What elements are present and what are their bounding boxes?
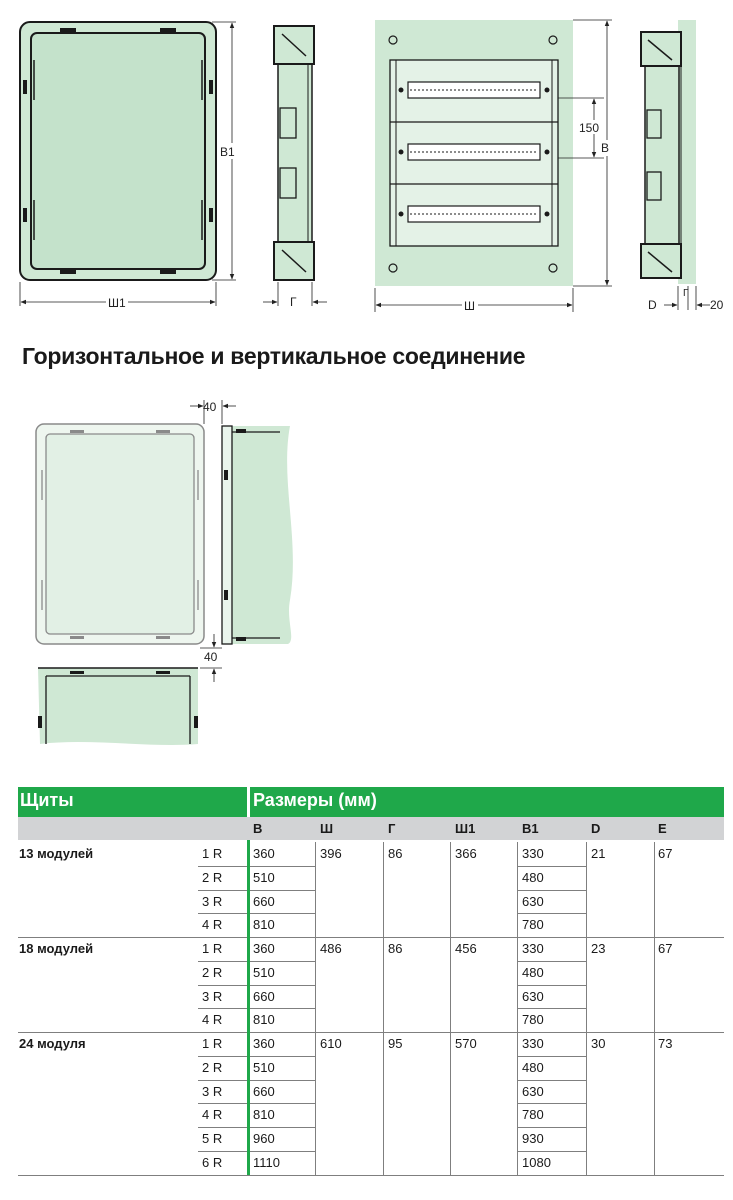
row-rule — [198, 913, 315, 914]
row-count: 6 R — [202, 1154, 223, 1170]
group-name: 18 модулей — [19, 941, 94, 956]
dim-label-b1: В1 — [220, 145, 235, 159]
col-header-d: D — [591, 821, 601, 836]
cell-v: 810 — [253, 1012, 275, 1028]
row-count: 1 R — [202, 1036, 223, 1051]
cell-v: 360 — [253, 846, 275, 861]
side-view-flush — [641, 20, 696, 284]
cell-b1: 630 — [522, 893, 544, 909]
row-rule — [517, 1008, 586, 1009]
column-rule — [517, 937, 518, 1032]
cell-v: 360 — [253, 941, 275, 956]
row-rule — [198, 1127, 315, 1128]
cell-v: 360 — [253, 1036, 275, 1051]
join-front-frame — [36, 424, 204, 644]
cell-d: 23 — [591, 941, 606, 956]
cell-b1: 1080 — [522, 1154, 551, 1170]
dimension-40-top — [190, 400, 236, 424]
column-rule — [586, 937, 587, 1032]
column-rule — [450, 937, 451, 1032]
cell-v: 660 — [253, 988, 275, 1004]
cell-g: 86 — [388, 846, 403, 861]
cell-b1: 480 — [522, 869, 544, 885]
cell-v: 1110 — [253, 1154, 280, 1170]
row-count: 3 R — [202, 1083, 223, 1099]
front-view-modules — [375, 20, 573, 286]
column-rule — [450, 842, 451, 937]
dim-label-w: Ш — [464, 299, 475, 313]
row-rule — [517, 1151, 586, 1152]
row-count: 3 R — [202, 893, 223, 909]
cell-b1: 630 — [522, 988, 544, 1004]
cell-w: 486 — [320, 941, 342, 956]
column-rule — [450, 1032, 451, 1175]
group-header: Щиты — [20, 790, 74, 810]
row-count: 2 R — [202, 869, 223, 885]
dim-label-v: В — [601, 141, 610, 155]
cell-v: 960 — [253, 1131, 275, 1146]
cell-b1: 480 — [522, 964, 544, 980]
column-rule — [654, 937, 655, 1032]
column-rule — [586, 842, 587, 937]
dim-label-20: 20 — [710, 298, 724, 312]
dim-label-g-small: Г — [683, 288, 689, 299]
row-rule — [198, 985, 315, 986]
cell-v: 510 — [253, 869, 275, 885]
column-rule — [654, 1032, 655, 1175]
cell-g: 95 — [388, 1036, 403, 1051]
column-rule — [383, 937, 384, 1032]
row-rule — [517, 866, 586, 867]
cell-g: 86 — [388, 941, 403, 956]
row-count: 2 R — [202, 964, 223, 980]
col-header-g: Г — [388, 821, 396, 836]
dim-label-g: Г — [290, 295, 297, 309]
row-rule — [198, 961, 315, 962]
dim-label-40-bottom: 40 — [204, 650, 218, 664]
cell-v: 510 — [253, 1059, 275, 1075]
column-rule — [383, 842, 384, 937]
dimension-w1 — [20, 282, 216, 310]
group-name: 24 модуля — [19, 1036, 86, 1051]
cell-b1: 330 — [522, 941, 544, 956]
dimension-g — [263, 282, 327, 309]
dim-label-40-top: 40 — [203, 400, 217, 414]
col-header-v: В — [253, 821, 263, 836]
side-view-profile — [274, 26, 314, 280]
cell-w: 396 — [320, 846, 342, 861]
row-rule — [517, 985, 586, 986]
dimension-40-bottom — [200, 634, 222, 682]
table-header-band — [18, 787, 724, 817]
cell-b1: 330 — [522, 1036, 544, 1051]
cell-b1: 630 — [522, 1083, 544, 1099]
col-header-b1: В1 — [522, 821, 539, 836]
group-rule — [18, 1032, 724, 1033]
cell-b1: 930 — [522, 1131, 544, 1146]
cell-d: 21 — [591, 846, 606, 861]
green-column-rule — [247, 840, 250, 1175]
dimension-w — [375, 288, 573, 313]
section-heading: Горизонтальное и вертикальное соединение — [22, 343, 526, 369]
column-rule — [315, 937, 316, 1032]
column-rule — [517, 1032, 518, 1175]
cell-v: 810 — [253, 1107, 275, 1123]
row-rule — [198, 890, 315, 891]
cell-w1: 366 — [455, 846, 477, 861]
row-count: 1 R — [202, 941, 223, 956]
column-rule — [586, 1032, 587, 1175]
join-bottom-frame — [38, 668, 198, 745]
cell-e: 67 — [658, 846, 673, 861]
row-rule — [517, 913, 586, 914]
front-view-frame — [20, 22, 216, 280]
group-rule — [18, 1175, 724, 1176]
join-side-frame — [222, 426, 293, 644]
row-rule — [517, 961, 586, 962]
cell-b1: 330 — [522, 846, 544, 861]
cell-w1: 456 — [455, 941, 477, 956]
row-rule — [198, 1103, 315, 1104]
cell-b1: 780 — [522, 1012, 544, 1028]
group-rule — [18, 937, 724, 938]
row-rule — [517, 1127, 586, 1128]
column-rule — [315, 842, 316, 937]
row-count: 5 R — [202, 1131, 223, 1146]
cell-b1: 480 — [522, 1059, 544, 1075]
row-rule — [198, 1056, 315, 1057]
cell-e: 67 — [658, 941, 673, 956]
cell-w1: 570 — [455, 1036, 477, 1051]
row-rule — [198, 1080, 315, 1081]
row-rule — [517, 1080, 586, 1081]
cell-w: 610 — [320, 1036, 342, 1051]
row-count: 3 R — [202, 988, 223, 1004]
cell-v: 660 — [253, 1083, 275, 1099]
group-name: 13 модулей — [19, 846, 94, 861]
row-count: 1 R — [202, 846, 223, 861]
dim-label-150: 150 — [579, 121, 600, 135]
dimension-v — [573, 20, 613, 286]
row-rule — [517, 1056, 586, 1057]
row-rule — [517, 890, 586, 891]
dim-label-w1: Ш1 — [108, 296, 126, 310]
row-count: 2 R — [202, 1059, 223, 1075]
col-header-e: E — [658, 821, 667, 836]
row-rule — [517, 1103, 586, 1104]
row-count: 4 R — [202, 1012, 223, 1028]
row-rule — [198, 866, 315, 867]
column-rule — [315, 1032, 316, 1175]
column-header-row — [18, 817, 724, 840]
column-rule — [517, 842, 518, 937]
cell-b1: 780 — [522, 1107, 544, 1123]
column-rule — [654, 842, 655, 937]
col-header-w: Ш — [320, 821, 334, 836]
cell-e: 73 — [658, 1036, 673, 1051]
row-rule — [198, 1008, 315, 1009]
cell-b1: 780 — [522, 917, 544, 933]
dim-label-d: D — [648, 298, 657, 312]
cell-d: 30 — [591, 1036, 606, 1051]
cell-v: 660 — [253, 893, 275, 909]
cell-v: 510 — [253, 964, 275, 980]
size-header: Размеры (мм) — [253, 790, 377, 810]
row-count: 4 R — [202, 917, 223, 933]
row-count: 4 R — [202, 1107, 223, 1123]
row-rule — [198, 1151, 315, 1152]
dimension-d-g-20 — [648, 286, 724, 312]
header-separator — [247, 787, 250, 817]
column-rule — [383, 1032, 384, 1175]
cell-v: 810 — [253, 917, 275, 933]
col-header-w1: Ш1 — [455, 821, 476, 836]
